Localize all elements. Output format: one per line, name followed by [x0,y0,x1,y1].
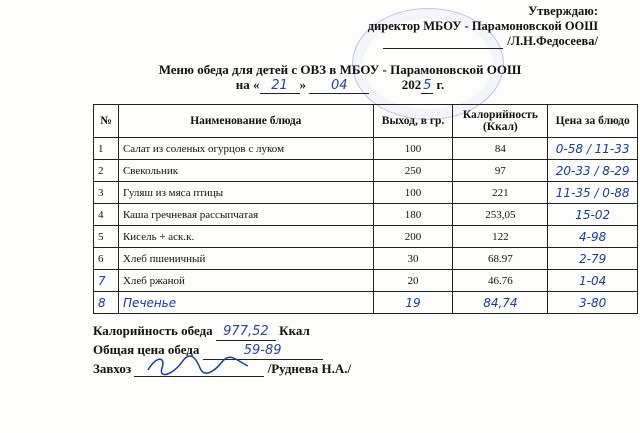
dish-weight: 180 [373,204,453,226]
dish-weight: 20 [373,270,453,292]
dish-price: 1-04 [548,270,638,292]
dish-price: 4-98 [548,226,638,248]
dish-price: 15-02 [548,204,638,226]
dish-calories: 122 [453,226,548,248]
dish-name: Салат из соленых огурцов с луком [118,138,373,160]
dish-price: 11-35 / 0-88 [548,182,638,204]
dish-weight: 19 [373,292,453,314]
total-calories-row [93,322,351,341]
header-dish-name: Наименование блюда [118,105,373,138]
row-number: 6 [94,248,119,270]
handwritten-signature-icon [144,354,254,376]
row-number: 8 [94,292,119,314]
dish-calories: 84,74 [453,292,548,314]
menu-table [93,104,638,314]
dish-name: Печенье [118,292,373,314]
dish-calories: 46.76 [453,270,548,292]
row-number: 7 [94,270,119,292]
table-row [94,138,638,160]
dish-weight: 250 [373,160,453,182]
manager-row [93,360,351,377]
dish-calories: 84 [453,138,548,160]
table-row [94,248,638,270]
row-number: 1 [94,138,119,160]
dish-weight: 200 [373,226,453,248]
dish-price: 2-79 [548,248,638,270]
total-calories-label: Калорийность обеда [93,323,213,338]
table-row [94,270,638,292]
total-calories-unit: Ккал [279,323,310,338]
title-line-1: Меню обеда для детей с ОВЗ в МБОУ - Парамоновской ООШ [158,62,522,77]
director-name: /Л.Н.Федосеева/ [507,34,598,48]
table-header-row [94,105,638,138]
dish-name: Свекольник [118,160,373,182]
row-number: 2 [94,160,119,182]
director-signature [383,36,503,49]
date-year-suffix: г. [436,77,445,92]
date-year-prefix: 202 [401,77,422,92]
dish-weight: 100 [373,182,453,204]
date-day: 21 [260,78,300,94]
table-row [94,226,638,248]
header-number: № [94,105,119,138]
summary-block [93,322,351,377]
table-row [94,204,638,226]
date-year-digit: 5 [423,78,432,93]
row-number: 4 [94,204,119,226]
table-row [94,160,638,182]
dish-weight: 30 [373,248,453,270]
title-date-line: на « 21 » 04 202 5 г. [235,77,445,93]
total-calories-value: 977,52 [216,323,276,341]
dish-calories: 221 [453,182,548,204]
header-weight: Выход, в гр. [373,105,453,138]
table-row [94,182,638,204]
manager-signature [134,362,264,377]
header-price: Цена за блюдо [548,105,638,138]
dish-name: Каша гречневая рассыпчатая [118,204,373,226]
dish-name: Хлеб пшеничный [118,248,373,270]
approval-heading: Утверждаю: [528,4,598,18]
approval-director: директор МБОУ - Парамоновской ООШ [367,19,598,33]
total-price-label: Общая цена обеда [93,342,200,357]
table-row [94,292,638,314]
dish-calories: 68.97 [453,248,548,270]
header-calories: Калорийность (Ккал) [453,105,548,138]
manager-label: Завхоз [93,361,132,376]
dish-name: Гуляш из мяса птицы [118,182,373,204]
dish-price: 20-33 / 8-29 [548,160,638,182]
total-price-value: 59-89 [203,342,323,360]
document-title [150,62,530,94]
manager-name: /Руднева Н.А./ [267,361,352,376]
date-month: 04 [309,78,369,94]
dish-weight: 100 [373,138,453,160]
row-number: 5 [94,226,119,248]
dish-name: Кисель + аск.к. [118,226,373,248]
dish-calories: 97 [453,160,548,182]
approval-signature-line [368,34,598,49]
dish-calories: 253,05 [453,204,548,226]
dish-price: 0-58 / 11-33 [548,138,638,160]
dish-name: Хлеб ржаной [118,270,373,292]
approval-block [368,4,598,49]
dish-price: 3-80 [548,292,638,314]
row-number: 3 [94,182,119,204]
